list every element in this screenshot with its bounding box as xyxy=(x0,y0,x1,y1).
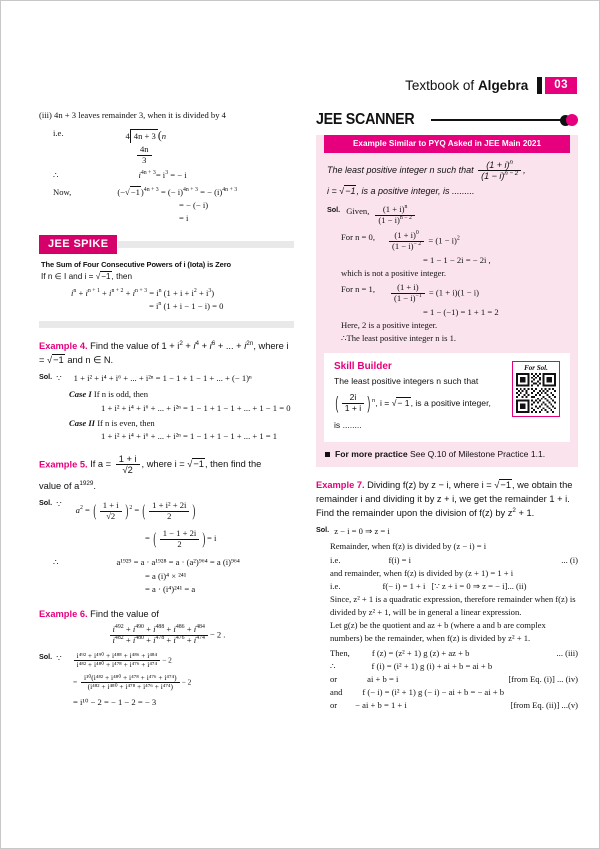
skill-builder-title: Skill Builder xyxy=(334,361,392,372)
equation-tag-i: ... (i) xyxy=(561,554,578,565)
now-label: Now, xyxy=(53,186,72,197)
jee-spike-condition: If n ∈ I and i = √−1, then xyxy=(41,271,294,283)
practice-text: For more practice See Q.10 of Milestone Practice 1.1. xyxy=(335,449,546,460)
left-column xyxy=(39,109,294,709)
fraction xyxy=(375,205,415,226)
example-7-step-6: Let g(z) be the quotient and az + b (where a and b are complex numbers) be the remainder, when f(z) is divided by z² + 1. xyxy=(330,619,546,643)
sol-label: Sol. xyxy=(39,372,53,382)
header-divider-bar xyxy=(537,77,542,94)
numerator: $(1 + i)^n$ xyxy=(375,205,415,216)
example-7-step-10-row xyxy=(316,686,578,699)
example-6-step-2: = $\frac{\text{i¹⁰(i⁴⁸² + i⁴⁸⁰ + i⁴⁷⁸ + i⁴⁷⁶ + i⁴⁷⁴)}}{\text{(i⁴⁸² + i⁴⁸⁰ + i⁴⁷⁸ + i⁴⁷⁶ + i⁴⁷⁴)}}$ − 2 xyxy=(73,672,192,692)
jee-spike-header xyxy=(39,235,294,254)
denominator: $(1 - i)^{-1}$ xyxy=(393,292,422,303)
example-6-step-3: = i¹⁰ − 2 = − 1 − 2 = − 3 xyxy=(73,696,157,707)
skill-builder-line1: The least positive integers n such that xyxy=(334,376,479,386)
big-paren-group: ( $\frac{\text{1 + i² + 2i}}{2}$ ) xyxy=(142,499,196,521)
scanner-dot-pink-icon xyxy=(566,114,578,126)
quotient: n xyxy=(161,131,167,142)
case-n0-line2: = 1 − 1 − 2i = − 2i , xyxy=(423,254,491,265)
example-6-solution xyxy=(39,652,294,670)
example-4-solution xyxy=(39,372,294,385)
or-label: or xyxy=(330,674,338,685)
header-title-plain: Textbook of xyxy=(405,78,478,93)
radical: √− 1 xyxy=(391,397,410,408)
jee-spike-tag: JEE SPIKE xyxy=(39,235,117,254)
radical: √−1 xyxy=(125,186,140,197)
jee-spike-identity-2: = $i^n$ (1 + i − 1 − i) = 0 xyxy=(149,301,224,312)
example-7-step-1: Remainder, when f(z) is divided by (z − i) = i xyxy=(330,541,487,552)
example-4-case-2-expr: 1 + i² + i⁴ + i⁶ + ... + i²ⁿ = 1 − 1 + 1 − 1 + ... + 1 = 1 xyxy=(101,430,278,441)
divisor: 4 xyxy=(125,131,130,142)
example-5-step-1: $a^2$ = ( $\frac{1 + i}{√2}$ ) $^2$ = ( $\frac{\text{1 + i² + 2i}}{2}$ ) xyxy=(76,498,197,524)
qr-code-panel[interactable] xyxy=(512,361,560,417)
header-title-bold: Algebra xyxy=(477,78,529,93)
case-1-label: Case I xyxy=(69,389,92,400)
equation-tag-iii: ... (iii) xyxy=(556,647,578,658)
example-7-step-10: f (− i) = (i² + 1) g (− i) − ai + b = − ai + b xyxy=(362,687,505,698)
radical: √−1 xyxy=(494,480,511,491)
example-7-step-7-row xyxy=(316,647,578,660)
example-5-prompt-line2: value of $a^{1929}$. xyxy=(39,479,96,492)
equation-tag-v: [from Eq. (ii)] ...(v) xyxy=(510,700,578,711)
jee-spike-footer-rule xyxy=(39,321,294,328)
scanner-case-n0 xyxy=(327,231,567,252)
big-paren-group: ( $\frac{1 - 1 + 2i}{2}$ ) xyxy=(153,528,206,549)
big-paren-group: ( $\frac{2i}{1 + i}$ ) xyxy=(335,392,371,413)
or-label: or xyxy=(330,700,338,711)
scanner-question-line2: i = √−1, is a positive integer, is ......... xyxy=(327,184,567,200)
example-7-prompt: Dividing f(z) by z − i, where i = √−1, we obtain the remainder i and dividing it by z + i, we get the remainder 1 + i. Find the remainder upon the division of f(z) by $z^2 + 1$. xyxy=(316,480,573,519)
radical: √−1 xyxy=(187,459,204,470)
example-7-step-3: and remainder, when f(z) is divided by (z + 1) = 1 + i xyxy=(330,567,514,578)
example-7-step-11: − ai + b = 1 + i xyxy=(355,700,407,711)
jee-spike-title: The Sum of Four Consecutive Powers of i (Iota) is Zero xyxy=(41,259,232,269)
radical: √−1 xyxy=(339,185,356,196)
radical: √−1 xyxy=(95,271,111,281)
skill-builder-main xyxy=(334,361,504,433)
fraction xyxy=(389,231,424,252)
example-4-step-1: 1 + i² + i⁴ + i⁶ + ... + i²ⁿ = 1 − 1 + 1 − 1 + ... + (− 1)ⁿ xyxy=(73,373,252,384)
jee-scanner-box xyxy=(316,135,578,467)
qr-caption: For Sol. xyxy=(524,364,548,372)
skill-builder-box xyxy=(324,353,570,442)
fraction xyxy=(478,160,521,182)
jee-spike-box xyxy=(39,235,294,328)
example-5-step-4: = a (i)⁴ × ²⁴¹ xyxy=(145,570,187,581)
example-7-step-7: f (z) = (z² + 1) g (z) + az + b xyxy=(371,647,470,658)
ie-label: i.e. xyxy=(53,128,64,139)
case-2-text: If n is even, then xyxy=(97,417,155,428)
header-title xyxy=(405,78,528,93)
because-symbol: ∵ xyxy=(56,652,62,663)
right-column xyxy=(316,109,578,712)
numerator: $(1 + i)^0$ xyxy=(389,231,424,242)
sol-label: Sol. xyxy=(316,525,330,535)
qr-code-icon[interactable] xyxy=(516,373,556,413)
denominator: $(1 - i)^{- 2}$ xyxy=(391,241,422,252)
then-label: Then, xyxy=(330,647,350,658)
example-7-step-9-row xyxy=(316,673,578,686)
example-7-solution xyxy=(316,525,578,538)
example-4-prompt: Find the value of $1 + i^2 + i^4 + i^6$ + ... + $i^{2n}$, where i = √−1 and n ∈ N. xyxy=(39,341,288,365)
division-product xyxy=(135,145,294,166)
jee-scanner-rule xyxy=(431,119,561,121)
example-6-prompt: Find the value of xyxy=(90,608,159,619)
example-5-step-2: = ( $\frac{1 - 1 + 2i}{2}$ ) = i xyxy=(145,526,294,552)
because-symbol: ∵ xyxy=(56,373,62,384)
example-7-step-8: f (i) = (i² + 1) g (i) + ai + b = ai + b xyxy=(371,661,493,672)
now-row xyxy=(39,186,294,199)
example-7-step-11-row xyxy=(316,699,578,712)
case-1-text: If n is odd, then xyxy=(93,389,149,400)
case-n0-note: which is not a positive integer. xyxy=(341,268,447,278)
case-n1-label: For n = 1, xyxy=(341,284,375,295)
jee-spike-body xyxy=(39,254,294,316)
fraction: $\frac{\text{i⁴⁹² + i⁴⁹⁰ + i⁴⁸⁸ + i⁴⁸⁶ + i⁴⁸⁴}}{\text{i⁴⁸² + i⁴⁸⁰ + i⁴⁷⁸ + i⁴⁷⁶ + i⁴⁷⁴}}$ xyxy=(74,652,160,670)
example-7 xyxy=(316,478,578,520)
and-label: and xyxy=(330,687,343,698)
sol-label: Sol. xyxy=(39,498,53,508)
scanner-note-1: Here, 2 is a positive integer. xyxy=(341,319,438,330)
fraction: $\frac{\text{i¹⁰(i⁴⁸² + i⁴⁸⁰ + i⁴⁷⁸ + i⁴⁷⁶ + i⁴⁷⁴)}}{\text{(i⁴⁸² + i⁴⁸⁰ + i⁴⁷⁸ + i⁴⁷⁶ + i⁴⁷⁴)}}$ xyxy=(81,674,180,692)
example-7-step-2-row xyxy=(316,554,578,567)
scanner-content xyxy=(316,153,578,345)
page-header xyxy=(405,77,577,94)
because-symbol: ∵ xyxy=(56,499,62,510)
radical: √−1 xyxy=(47,355,64,366)
example-6-step-1: $\frac{\text{i⁴⁹² + i⁴⁹⁰ + i⁴⁸⁸ + i⁴⁸⁶ + i⁴⁸⁴}}{\text{i⁴⁸² + i⁴⁸⁰ + i⁴⁷⁸ + i⁴⁷⁶ + i⁴⁷⁴}}$ − 2 xyxy=(72,652,172,670)
jee-scanner-header xyxy=(316,109,578,131)
case-n0-expression: $\frac{(1 + i)^0}{(1 - i)^{- 2}}$ = $(1 - i)^2$ xyxy=(387,231,460,252)
now-expression: $(-√-1)^{4n + 3}$ = (− i)$^{4n + 3}$ = − $(i)^{4n + 3}$ xyxy=(117,186,237,199)
skill-builder-line2: ( $\frac{2i}{1 + i}$ ) $^n$, i = √− 1, is a positive integer, xyxy=(334,390,504,418)
now-step3: = i xyxy=(179,212,189,223)
product-over-remainder: $\frac{4n}{3}$ xyxy=(137,145,152,166)
jee-spike-rule xyxy=(118,241,294,248)
example-7-step-4: f(− i) = 1 + i xyxy=(382,580,426,591)
example-6-tail: − 2 . xyxy=(209,629,226,640)
dividend: 4n + 3 xyxy=(130,129,158,143)
division-row xyxy=(39,127,294,145)
case-n1-line2: = 1 − (−1) = 1 + 1 = 2 xyxy=(423,306,499,317)
given-expression xyxy=(373,205,417,226)
big-paren-group: ( $\frac{1 + i}{√2}$ ) xyxy=(93,499,128,521)
therefore-symbol: ∴ xyxy=(53,557,59,568)
example-5-step-3-row xyxy=(39,556,294,569)
example-7-step-9: ai + b = i xyxy=(367,674,399,685)
skill-builder-line3: is ........ xyxy=(334,420,362,431)
scanner-solution-given xyxy=(327,205,567,226)
scanner-conclusion: ∴The least positive integer n is 1. xyxy=(341,332,457,343)
therefore-symbol: ∴ xyxy=(330,661,336,672)
fraction xyxy=(391,283,425,304)
example-7-step-8-row xyxy=(316,660,578,673)
page-number-badge: 03 xyxy=(545,77,577,94)
jee-scanner-title: JEE SCANNER xyxy=(316,111,415,128)
equation-tag-ii: ... (ii) xyxy=(507,580,527,591)
example-5-step-5: = a · (i⁴)²⁴¹ = a xyxy=(145,583,196,594)
for-more-practice xyxy=(325,449,569,459)
scanner-case-n1 xyxy=(327,283,567,304)
example-7-step-5: Since, z² + 1 is a quadratic expression, therefore remainder when f(z) is divided by z² + 1, will be in general a linear expression. xyxy=(330,593,576,617)
numerator: $(1 + i)^n$ xyxy=(478,160,521,171)
fraction: $\frac{\text{1 + i² + 2i}}{2}$ xyxy=(149,501,189,522)
denominator: $i^{482} + i^{480} + i^{478} + i^{476} + i^{474}$ xyxy=(112,634,205,645)
example-6-expression xyxy=(39,625,294,646)
example-5-solution xyxy=(39,498,294,524)
therefore-symbol: ∴ xyxy=(53,170,59,181)
case-n1-expression: $\frac{(1 + i)}{(1 - i)^{-1}}$ = (1 + i)(1 − i) xyxy=(389,283,479,304)
equation-tag-iv: [from Eq. (i)] ... (iv) xyxy=(508,674,578,685)
ie-label: i.e. xyxy=(330,580,341,591)
given-label: Given, xyxy=(346,206,370,217)
example-4-case-2 xyxy=(69,417,294,430)
fraction: $\frac{1 - 1 + 2i}{2}$ xyxy=(160,529,200,550)
fraction xyxy=(110,625,208,646)
numerator: (1 + i) xyxy=(391,283,425,294)
scanner-ribbon: Example Similar to PYQ Asked in JEE Main 2021 xyxy=(324,135,570,153)
example-6 xyxy=(39,607,294,621)
example-5 xyxy=(39,454,294,476)
point-iii: (iii) 4n + 3 leaves remainder 3, when it is divided by 4 xyxy=(39,110,226,120)
numerator: $i^{492} + i^{490} + i^{488} + i^{486} + i^{484}$ xyxy=(110,625,208,636)
denominator: $(1 - i)^{n - 2}$ xyxy=(481,170,519,182)
example-7-step-2: f(i) = i xyxy=(388,554,412,565)
case-n0-label: For n = 0, xyxy=(341,232,375,243)
example-4-number: Example 4. xyxy=(39,341,88,352)
long-division: 4 4n + 3 (n xyxy=(125,129,167,143)
example-6-number: Example 6. xyxy=(39,608,88,619)
example-4 xyxy=(39,339,294,367)
fraction: $\frac{1 + i}{√2}$ xyxy=(100,501,122,522)
example-5-prompt: If a = $\frac{1 + i}{√2}$ , where i = √−1, then find the xyxy=(90,453,262,476)
jee-spike-identity: $i^n + i^{n + 1} + i^{n + 2} + i^{n + 3} = i^n$ $(1 + i + i^2 + i^3)$ xyxy=(71,288,215,298)
example-5-number: Example 5. xyxy=(39,459,88,470)
therefore-row xyxy=(39,169,294,182)
example-7-step-4-bracket: [∵ z + i = 0 ⇒ z = − i] xyxy=(431,580,508,591)
example-7-number: Example 7. xyxy=(316,480,365,491)
example-4-case-1 xyxy=(69,388,294,401)
example-7-step-4-row xyxy=(316,580,578,593)
sol-label: Sol. xyxy=(327,205,341,215)
denominator: $(1 - i)^{n - 2}$ xyxy=(378,215,412,226)
example-5-step-3: a¹⁹²⁹ = a · a¹⁹²⁸ = a · (a²)⁹⁶⁴ = a (i)⁹⁶⁴ xyxy=(116,557,240,568)
now-step2: = − (− i) xyxy=(179,199,209,210)
ie-label: i.e. xyxy=(330,554,341,565)
example-7-step-0: z − i = 0 ⇒ z = i xyxy=(334,526,390,537)
example-4-case-1-expr: 1 + i² + i⁴ + i⁶ + ... + i²ⁿ = 1 − 1 + 1 − 1 + ... + 1 − 1 = 0 xyxy=(101,402,291,413)
scanner-question: The least positive integer n such that $\frac{(1 + i)^n}{(1 - i)^{n - 2}}$ , xyxy=(327,159,526,182)
therefore-expression: $i^{4n + 3}= i^3$ = − i xyxy=(138,170,187,181)
square-bullet-icon xyxy=(325,452,330,457)
sol-label: Sol. xyxy=(39,651,53,661)
fraction: $\frac{2i}{1 + i}$ xyxy=(342,393,364,414)
fraction: $\frac{1 + i}{√2}$ xyxy=(116,454,140,476)
case-2-label: Case II xyxy=(69,417,96,428)
